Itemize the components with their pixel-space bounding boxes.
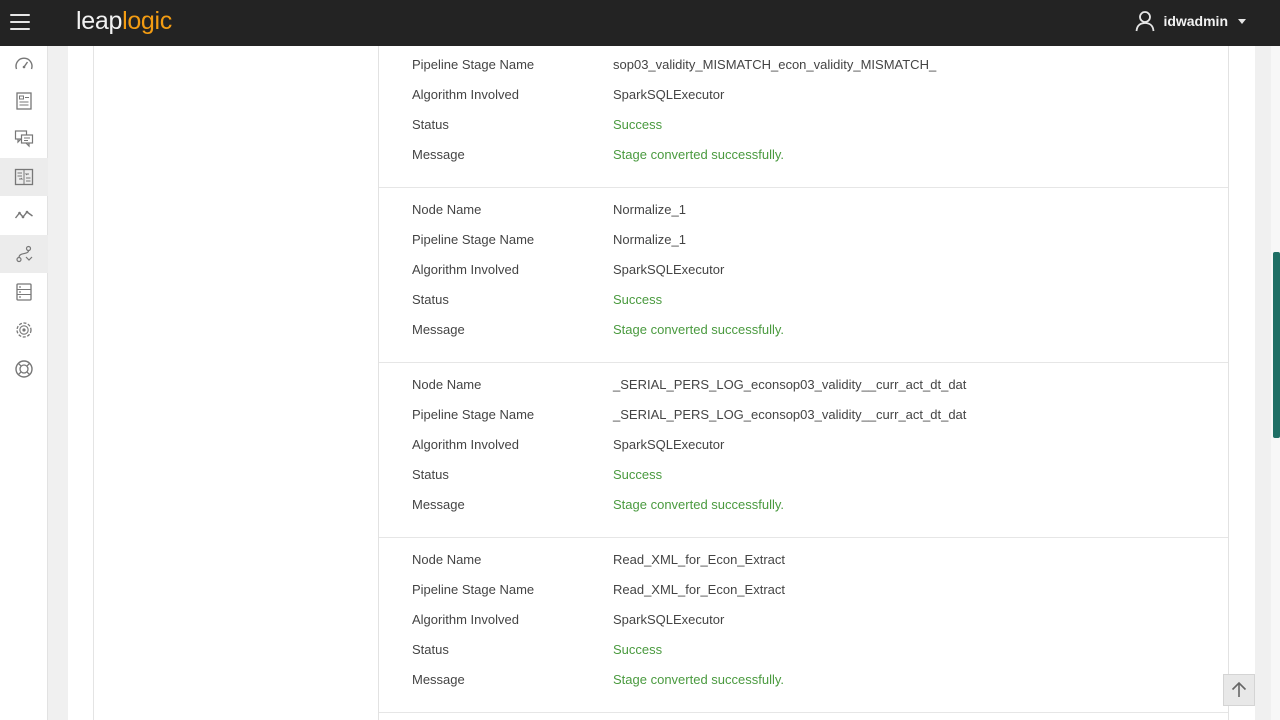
user-icon <box>1135 10 1155 32</box>
arrow-up-icon <box>1230 681 1248 699</box>
status-value: Success <box>613 467 663 482</box>
speedometer-icon <box>14 55 34 75</box>
field-label: Algorithm Involved <box>412 87 519 102</box>
sidebar-item-dashboard[interactable] <box>0 46 48 84</box>
sidebar-item-help[interactable] <box>0 350 48 388</box>
menu-icon[interactable] <box>10 14 30 32</box>
workflow-icon <box>14 244 34 264</box>
detail-row <box>379 465 1228 485</box>
sidebar-item-administration[interactable] <box>0 311 48 349</box>
field-label: Message <box>412 147 465 162</box>
field-value: Read_XML_for_Econ_Extract <box>613 582 785 597</box>
detail-row <box>379 320 1228 340</box>
detail-row <box>379 670 1228 690</box>
field-label: Status <box>412 467 449 482</box>
detail-row <box>379 85 1228 105</box>
leaplogic-logo[interactable] <box>76 7 172 36</box>
field-label: Message <box>412 322 465 337</box>
trend-line-icon <box>14 205 34 225</box>
field-label: Algorithm Involved <box>412 437 519 452</box>
detail-row <box>379 145 1228 165</box>
left-sidebar <box>0 46 48 720</box>
field-label: Pipeline Stage Name <box>412 407 535 422</box>
sidebar-item-validation[interactable] <box>0 196 48 234</box>
message-value: Stage converted successfully. <box>613 322 785 337</box>
field-value: SparkSQLExecutor <box>613 87 725 102</box>
server-list-icon <box>14 282 34 302</box>
field-label: Message <box>412 497 465 512</box>
username: idwadmin <box>1163 13 1228 29</box>
detail-row <box>379 290 1228 310</box>
logo-text-logic: logic <box>122 7 172 35</box>
stage-card <box>379 363 1228 538</box>
detail-row <box>379 230 1228 250</box>
convert-icon <box>14 167 34 187</box>
status-value: Success <box>613 292 663 307</box>
field-label: Status <box>412 642 449 657</box>
chat-bubbles-icon <box>14 128 34 148</box>
status-value: Success <box>613 117 663 132</box>
field-label: Status <box>412 117 449 132</box>
field-label: Pipeline Stage Name <box>412 582 535 597</box>
detail-row <box>379 260 1228 280</box>
field-value: Read_XML_for_Econ_Extract <box>613 552 785 567</box>
field-value: SparkSQLExecutor <box>613 437 725 452</box>
message-value: Stage converted successfully. <box>613 147 785 162</box>
detail-row <box>379 115 1228 135</box>
detail-row <box>379 495 1228 515</box>
field-label: Node Name <box>412 377 482 392</box>
sidebar-item-assessment[interactable] <box>0 82 48 120</box>
message-value: Stage converted successfully. <box>613 497 785 512</box>
field-value: SparkSQLExecutor <box>613 262 725 277</box>
detail-row <box>379 405 1228 425</box>
detail-row <box>379 610 1228 630</box>
detail-row <box>379 375 1228 395</box>
page-scrollbar-thumb[interactable] <box>1273 252 1280 438</box>
field-label: Status <box>412 292 449 307</box>
field-value: _SERIAL_PERS_LOG_econsop03_validity__curr_act_dt_dat <box>613 377 967 392</box>
field-value: sop03_validity_MISMATCH_econ_validity_MISMATCH_ <box>613 57 937 72</box>
field-label: Node Name <box>412 202 482 217</box>
help-lifebuoy-icon <box>14 359 34 379</box>
field-label: Algorithm Involved <box>412 262 519 277</box>
logo-text-leap: leap <box>76 7 123 35</box>
detail-row <box>379 580 1228 600</box>
stage-card <box>379 46 1228 188</box>
settings-gear-icon <box>14 320 34 340</box>
message-value: Stage converted successfully. <box>613 672 785 687</box>
stage-details-panel <box>378 46 1229 720</box>
field-label: Message <box>412 672 465 687</box>
stage-card <box>379 538 1228 713</box>
detail-row <box>379 200 1228 220</box>
chevron-down-icon <box>1238 19 1246 24</box>
field-value: Normalize_1 <box>613 202 686 217</box>
back-to-top-button[interactable] <box>1223 674 1255 706</box>
stage-card <box>379 188 1228 363</box>
field-label: Pipeline Stage Name <box>412 232 535 247</box>
field-value: Normalize_1 <box>613 232 686 247</box>
detail-row <box>379 435 1228 455</box>
field-label: Node Name <box>412 552 482 567</box>
detail-row <box>379 640 1228 660</box>
sidebar-item-operationalization[interactable] <box>0 235 48 273</box>
sidebar-item-repository[interactable] <box>0 273 48 311</box>
content-divider <box>93 46 94 720</box>
document-list-icon <box>14 91 34 111</box>
user-menu[interactable] <box>1135 10 1246 32</box>
detail-row <box>379 550 1228 570</box>
field-label: Algorithm Involved <box>412 612 519 627</box>
field-value: _SERIAL_PERS_LOG_econsop03_validity__curr_act_dt_dat <box>613 407 967 422</box>
sidebar-item-messages[interactable] <box>0 119 48 157</box>
top-bar <box>0 0 1280 46</box>
field-label: Pipeline Stage Name <box>412 57 535 72</box>
sidebar-item-transformation[interactable] <box>0 158 48 196</box>
detail-row <box>379 55 1228 75</box>
field-value: SparkSQLExecutor <box>613 612 725 627</box>
status-value: Success <box>613 642 663 657</box>
